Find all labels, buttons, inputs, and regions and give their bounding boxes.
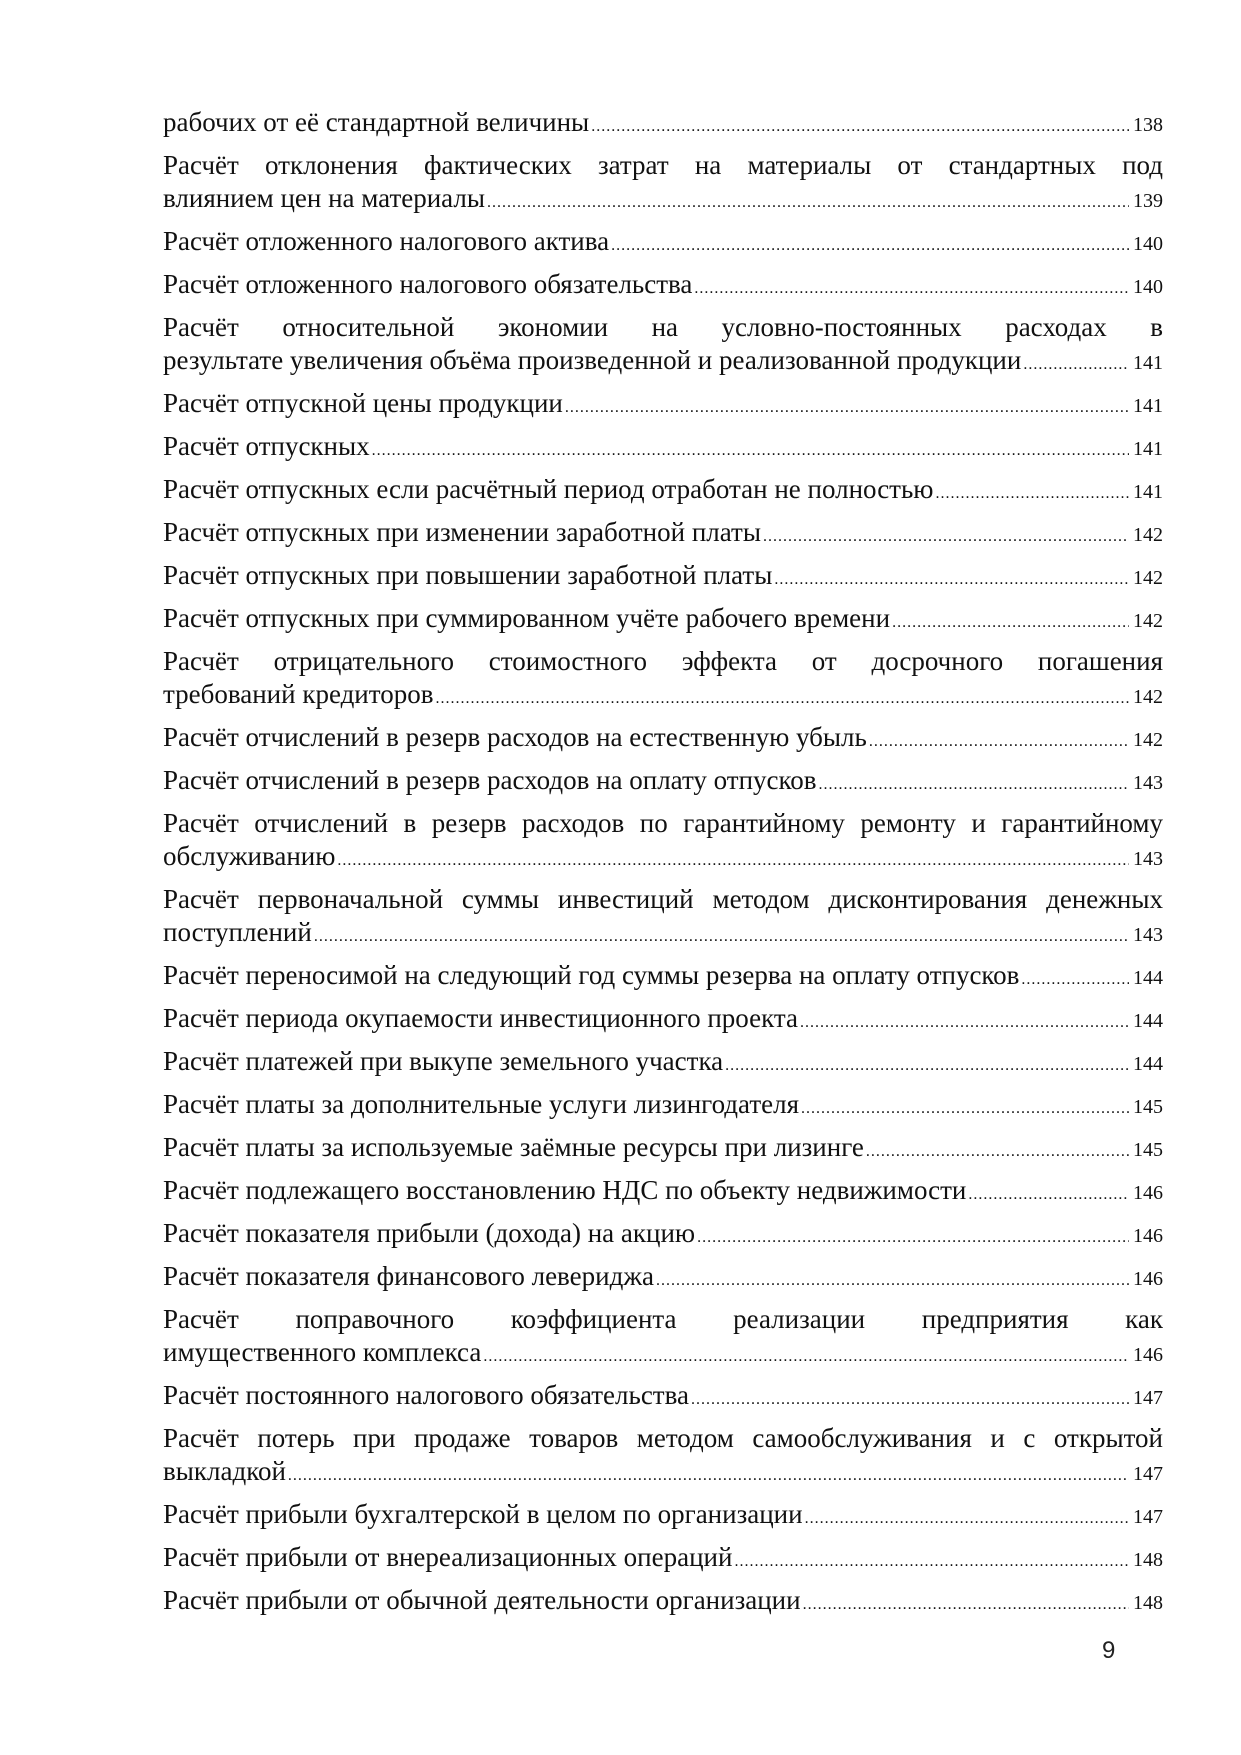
toc-entry-page: 142 xyxy=(1133,524,1163,546)
table-of-contents xyxy=(163,106,1163,1627)
dot-leader xyxy=(725,1049,1129,1078)
dot-leader xyxy=(337,844,1129,873)
toc-entry-row xyxy=(163,182,1163,215)
toc-entry-page: 145 xyxy=(1133,1096,1163,1118)
toc-entry-title: Расчёт отпускных при изменении заработной платы xyxy=(163,517,761,547)
toc-entry xyxy=(163,602,1163,635)
toc-entry-title: Расчёт платежей при выкупе земельного участка xyxy=(163,1046,724,1076)
toc-entry-title: Расчёт отпускной цены продукции xyxy=(163,388,563,418)
toc-entry xyxy=(163,225,1163,258)
toc-entry xyxy=(163,1174,1163,1207)
dot-leader xyxy=(935,477,1129,506)
toc-entry xyxy=(163,1541,1163,1574)
dot-leader xyxy=(697,1221,1129,1250)
toc-entry-title: Расчёт отложенного налогового актива xyxy=(163,226,610,256)
toc-entry-row xyxy=(163,516,1163,549)
toc-entry-title: Расчёт переносимой на следующий год суммы резерва на оплату отпусков xyxy=(163,960,1020,990)
toc-entry-title: Расчёт показателя финансового левериджа xyxy=(163,1261,654,1291)
toc-entry-row xyxy=(163,916,1163,949)
toc-entry-title: Расчёт отпускных если расчётный период отработан не полностью xyxy=(163,474,934,504)
toc-entry-page: 143 xyxy=(1133,772,1163,794)
toc-entry-page: 141 xyxy=(1133,352,1163,374)
toc-entry xyxy=(163,1303,1163,1369)
toc-entry-row xyxy=(163,1498,1163,1531)
toc-entry xyxy=(163,959,1163,992)
toc-entry-row xyxy=(163,1174,1163,1207)
toc-entry-page: 140 xyxy=(1133,233,1163,255)
toc-entry-page: 143 xyxy=(1133,924,1163,946)
toc-entry-row xyxy=(163,1260,1163,1293)
toc-entry-page: 141 xyxy=(1133,395,1163,417)
toc-entry-row xyxy=(163,721,1163,754)
toc-entry xyxy=(163,1260,1163,1293)
toc-entry-title: Расчёт отложенного налогового обязательства xyxy=(163,269,693,299)
dot-leader xyxy=(763,520,1129,549)
toc-entry-row xyxy=(163,559,1163,592)
toc-entry-title: Расчёт отчислений в резерв расходов на оплату отпусков xyxy=(163,765,817,795)
toc-entry-row xyxy=(163,1088,1163,1121)
toc-entry-page: 138 xyxy=(1133,114,1163,136)
toc-entry-title: выкладкой xyxy=(163,1456,286,1486)
dot-leader xyxy=(803,1588,1129,1617)
toc-entry-page: 141 xyxy=(1133,438,1163,460)
toc-entry xyxy=(163,516,1163,549)
dot-leader xyxy=(691,1383,1129,1412)
toc-entry-title: Расчёт отчислений в резерв расходов на естественную убыль xyxy=(163,722,867,752)
toc-entry-title: Расчёт прибыли от обычной деятельности организации xyxy=(163,1585,801,1615)
toc-entry-row xyxy=(163,959,1163,992)
toc-entry-title-line: Расчёт относительной экономии на условно-постоянных расходах в xyxy=(163,312,1163,342)
toc-entry xyxy=(163,387,1163,420)
toc-entry xyxy=(163,106,1163,139)
dot-leader xyxy=(774,563,1129,592)
toc-entry xyxy=(163,149,1163,215)
toc-entry xyxy=(163,645,1163,711)
toc-entry-page: 146 xyxy=(1133,1182,1163,1204)
dot-leader xyxy=(819,768,1129,797)
toc-entry-title: Расчёт подлежащего восстановлению НДС по объекту недвижимости xyxy=(163,1175,967,1205)
toc-entry-page: 144 xyxy=(1133,967,1163,989)
toc-entry-title: Расчёт показателя прибыли (дохода) на акцию xyxy=(163,1218,696,1248)
toc-entry-page: 144 xyxy=(1133,1010,1163,1032)
dot-leader xyxy=(805,1502,1129,1531)
dot-leader xyxy=(1023,348,1129,377)
toc-entry-row xyxy=(163,840,1163,873)
toc-entry xyxy=(163,1045,1163,1078)
toc-entry-title: Расчёт платы за используемые заёмные ресурсы при лизинге xyxy=(163,1132,864,1162)
toc-entry-title-line: Расчёт отклонения фактических затрат на материалы от стандартных под xyxy=(163,150,1163,180)
dot-leader xyxy=(565,391,1129,420)
dot-leader xyxy=(1021,963,1129,992)
toc-entry-title-line: Расчёт первоначальной суммы инвестиций методом дисконтирования денежных xyxy=(163,884,1163,914)
toc-entry xyxy=(163,1379,1163,1412)
toc-entry-page: 139 xyxy=(1133,190,1163,212)
dot-leader xyxy=(800,1006,1129,1035)
dot-leader xyxy=(435,682,1129,711)
dot-leader xyxy=(694,272,1129,301)
toc-entry-title: рабочих от её стандартной величины xyxy=(163,107,590,137)
toc-entry-row xyxy=(163,387,1163,420)
toc-entry xyxy=(163,883,1163,949)
toc-entry-page: 146 xyxy=(1133,1268,1163,1290)
toc-entry-row xyxy=(163,1045,1163,1078)
dot-leader xyxy=(611,229,1129,258)
toc-entry-row xyxy=(163,430,1163,463)
toc-entry-row xyxy=(163,1002,1163,1035)
dot-leader xyxy=(656,1264,1129,1293)
toc-entry-title-line: Расчёт отрицательного стоимостного эффекта от досрочного погашения xyxy=(163,646,1163,676)
toc-entry-row xyxy=(163,1379,1163,1412)
page-number: 9 xyxy=(1102,1637,1116,1664)
toc-entry-row xyxy=(163,225,1163,258)
toc-entry-page: 142 xyxy=(1133,686,1163,708)
toc-entry-row xyxy=(163,268,1163,301)
toc-entry-title: Расчёт отпускных при повышении заработной платы xyxy=(163,560,773,590)
toc-entry-page: 147 xyxy=(1133,1463,1163,1485)
toc-entry-page: 148 xyxy=(1133,1549,1163,1571)
toc-entry-page: 144 xyxy=(1133,1053,1163,1075)
toc-entry-title: Расчёт отпускных xyxy=(163,431,370,461)
toc-entry xyxy=(163,268,1163,301)
toc-entry-title: влиянием цен на материалы xyxy=(163,183,486,213)
toc-entry-title: имущественного комплекса xyxy=(163,1337,482,1367)
toc-entry-row xyxy=(163,1455,1163,1488)
toc-entry-title: Расчёт отпускных при суммированном учёте рабочего времени xyxy=(163,603,891,633)
toc-entry-title: результате увеличения объёма произведенной и реализованной продукции xyxy=(163,345,1022,375)
toc-entry-title: обслуживанию xyxy=(163,841,336,871)
toc-entry xyxy=(163,1002,1163,1035)
toc-entry xyxy=(163,311,1163,377)
toc-entry-row xyxy=(163,1584,1163,1617)
toc-entry-title: поступлений xyxy=(163,917,312,947)
toc-entry-page: 147 xyxy=(1133,1387,1163,1409)
toc-entry-page: 141 xyxy=(1133,481,1163,503)
toc-entry xyxy=(163,1217,1163,1250)
dot-leader xyxy=(591,110,1129,139)
dot-leader xyxy=(866,1135,1129,1164)
toc-entry-title: Расчёт периода окупаемости инвестиционного проекта xyxy=(163,1003,798,1033)
toc-entry-page: 146 xyxy=(1133,1344,1163,1366)
toc-entry-row xyxy=(163,602,1163,635)
toc-entry-row xyxy=(163,1541,1163,1574)
toc-entry-title: Расчёт постоянного налогового обязательства xyxy=(163,1380,689,1410)
toc-entry xyxy=(163,1131,1163,1164)
toc-entry xyxy=(163,764,1163,797)
toc-entry-title: Расчёт прибыли от внереализационных операций xyxy=(163,1542,733,1572)
toc-entry-row xyxy=(163,1336,1163,1369)
toc-entry-title-line: Расчёт отчислений в резерв расходов по гарантийному ремонту и гарантийному xyxy=(163,808,1163,838)
dot-leader xyxy=(288,1459,1129,1488)
toc-entry-page: 142 xyxy=(1133,567,1163,589)
toc-entry-title-line: Расчёт поправочного коэффициента реализации предприятия как xyxy=(163,1304,1163,1334)
dot-leader xyxy=(734,1545,1129,1574)
toc-entry xyxy=(163,1584,1163,1617)
toc-entry-row xyxy=(163,1217,1163,1250)
dot-leader xyxy=(968,1178,1129,1207)
toc-entry-page: 148 xyxy=(1133,1592,1163,1614)
toc-entry xyxy=(163,721,1163,754)
toc-entry-page: 145 xyxy=(1133,1139,1163,1161)
toc-entry xyxy=(163,473,1163,506)
dot-leader xyxy=(314,920,1129,949)
toc-entry xyxy=(163,559,1163,592)
dot-leader xyxy=(892,606,1129,635)
toc-entry-page: 142 xyxy=(1133,610,1163,632)
toc-entry-page: 140 xyxy=(1133,276,1163,298)
toc-entry-row xyxy=(163,106,1163,139)
toc-entry xyxy=(163,430,1163,463)
toc-entry-row xyxy=(163,1131,1163,1164)
toc-entry-title: Расчёт платы за дополнительные услуги лизингодателя xyxy=(163,1089,799,1119)
toc-entry xyxy=(163,807,1163,873)
dot-leader xyxy=(483,1340,1129,1369)
toc-entry-title-line: Расчёт потерь при продаже товаров методом самообслуживания и с открытой xyxy=(163,1423,1163,1453)
toc-entry-page: 142 xyxy=(1133,729,1163,751)
toc-entry-title: Расчёт прибыли бухгалтерской в целом по организации xyxy=(163,1499,803,1529)
dot-leader xyxy=(372,434,1129,463)
toc-entry-row xyxy=(163,344,1163,377)
toc-entry-page: 147 xyxy=(1133,1506,1163,1528)
toc-entry-title: требований кредиторов xyxy=(163,679,434,709)
dot-leader xyxy=(869,725,1129,754)
toc-entry xyxy=(163,1498,1163,1531)
dot-leader xyxy=(487,186,1129,215)
toc-entry xyxy=(163,1422,1163,1488)
toc-entry xyxy=(163,1088,1163,1121)
toc-entry-row xyxy=(163,473,1163,506)
dot-leader xyxy=(801,1092,1129,1121)
toc-entry-row xyxy=(163,764,1163,797)
toc-entry-row xyxy=(163,678,1163,711)
toc-entry-page: 143 xyxy=(1133,848,1163,870)
toc-entry-page: 146 xyxy=(1133,1225,1163,1247)
